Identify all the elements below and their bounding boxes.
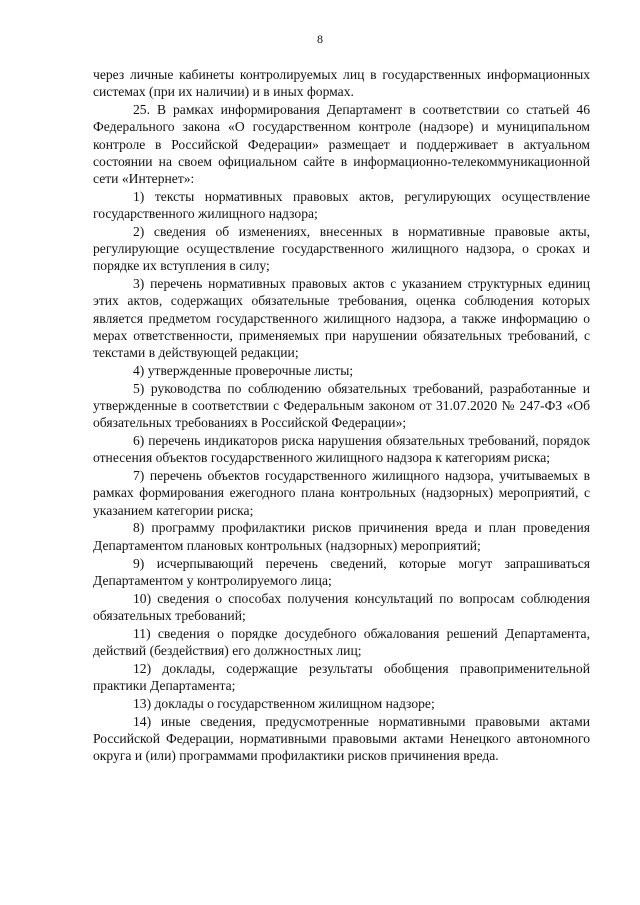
list-item-3: 3) перечень нормативных правовых актов с указанием структурных единиц этих актов, содержащих обязательные требования, оценка соблюдения которых является предметом государственного жилищного надзора, а также информацию о мерах ответственности, применяемых при нарушении обязательных требований, с текстами в действующей редакции; [93,276,590,360]
list-item-2: 2) сведения об изменениях, внесенных в нормативные правовые акты, регулирующие осуществление государственного жилищного надзора, о сроках и порядке их вступления в силу; [93,223,590,274]
list-item-12: 12) доклады, содержащие результаты обобщения правоприменительной практики Департамента; [93,660,590,694]
list-item-6: 6) перечень индикаторов риска нарушения обязательных требований, порядок отнесения объектов государственного жилищного надзора к категориям риска; [93,433,590,466]
list-item-14: 14) иные сведения, предусмотренные нормативными правовыми актами Российской Федерации, нормативными правовыми актами Ненецкого автономного округа и (или) программами профилактики рисков причинения вреда. [93,713,590,764]
list-item-7: 7) перечень объектов государственного жилищного надзора, учитываемых в рамках формирования ежегодного плана контрольных (надзорных) мероприятий, с указанием категории риска; [93,468,590,518]
paragraph-continuation: через личные кабинеты контролируемых лиц в государственных информационных системах (при их наличии) и в иных формах. [93,67,590,100]
list-item-10: 10) сведения о способах получения консультаций по вопросам соблюдения обязательных требований; [93,590,590,623]
list-item-13: 13) доклады о государственном жилищном надзоре; [133,695,435,711]
document-body [93,66,590,765]
page-number: 8 [317,32,323,46]
list-item-11: 11) сведения о порядке досудебного обжалования решений Департамента, действий (бездействия) его должностных лиц; [93,625,590,658]
list-item-1: 1) тексты нормативных правовых актов, регулирующих осуществление государственного жилищного надзора; [93,188,590,221]
list-item-9: 9) исчерпывающий перечень сведений, которые могут запрашиваться Департаментом у контролируемого лица; [93,555,590,588]
list-item-8: 8) программу профилактики рисков причинения вреда и план проведения Департаментом плановых контрольных (надзорных) мероприятий; [93,520,590,553]
list-item-4: 4) утвержденные проверочные листы; [133,362,354,378]
paragraph-item-25: 25. В рамках информирования Департамент в соответствии со статьей 46 Федерального закона «О государственном контроле (надзоре) и муниципальном контроле в Российской Федерации» размещает и поддерживает в актуальном состоянии на своем официальном сайте в информационно-телекоммуникационной сети «Интернет»: [93,102,590,186]
list-item-5: 5) руководства по соблюдению обязательных требований, разработанные и утвержденные в соответствии с Федеральным законом от 31.07.2020 № 247-ФЗ «Об обязательных требованиях в Российской Федерации»; [93,380,590,431]
